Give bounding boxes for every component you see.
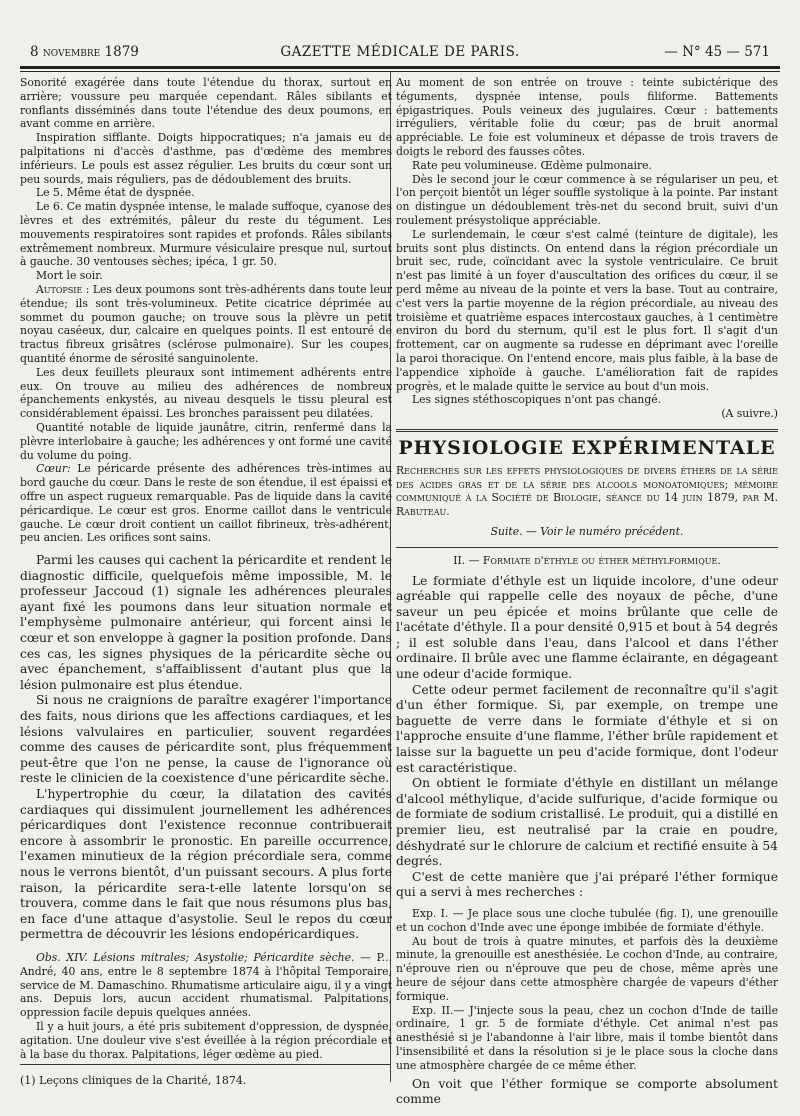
article-heading: Recherches sur les effets physiologiques de divers éthers de la série des acides gras et de la série des alcools monoatomiques; mémoire communiqué à la Société de Biologie, séance du 14 juin 1879, par M. Rabuteau. (396, 463, 778, 519)
page-header (30, 44, 770, 64)
paragraph: Le formiate d'éthyle est un liquide incolore, d'une odeur agréable qui rappelle celle des noyaux de pêche, d'une saveur un peu épicée et moins brûlante que celle de l'acétate d'éthyle. Il a pour densité 0,915 et bout à 54 degrés ; il est soluble dans l'eau, dans l'alcool et dans l'éther ordinaire. Il brûle avec une flamme éclairante, en dégageant une odeur d'acide formique. (396, 573, 778, 682)
paragraph: Le 6. Ce matin dyspnée intense, le malade suffoque, cyanose des lèvres et des extrémités, pâleur du reste du tégument. Les mouvements respiratoires sont rapides et profonds. Râles sibilants extrêmement nombreux. Murmure vésiculaire presque nul, surtout à gauche. 30 ventouses sèches; ipéca, 1 gr. 50. (20, 200, 392, 269)
paragraph: Inspiration sifflante. Doigts hippocratiques; n'a jamais eu de palpitations ni d'accès d'asthme, pas d'œdème des membres inférieurs. Le pouls est assez régulier. Les bruits du cœur sont un peu sourds, mais réguliers, pas de dédoublement des bruits. (20, 131, 392, 186)
paragraph: Autopsie : Les deux poumons sont très-adhérents dans toute leur étendue; ils sont très-volumineux. Petite cicatrice déprimée au sommet du poumon gauche; on trouve sous la plèvre un petit noyau caséeux, dur, calcaire en quelques points. Il est entouré de tractus fibreux grisâtres (sclérose pulmonaire). Sur les coupes, quantité énorme de sérosité sanguinolente. (20, 282, 392, 365)
autopsie-label: Autopsie : (36, 282, 90, 296)
paragraph: On voit que l'éther formique se comporte absolument comme (396, 1076, 778, 1107)
right-column (396, 76, 778, 1108)
divider (396, 547, 778, 548)
paragraph: Au moment de son entrée on trouve : teinte subictérique des téguments, dyspnée intense, pouls filiforme. Battements épigastriques. Pouls veineux des jugulaires. Cœur : battements irréguliers, véritable folie du cœur; pas de bruit anormal appréciable. Le foie est volumineux et dépasse de trois travers de doigts le rebord des fausses côtes. (396, 76, 778, 158)
paragraph: Le 5. Même état de dyspnée. (36, 186, 195, 200)
continued-note: (A suivre.) (721, 407, 778, 421)
left-column (20, 76, 392, 1061)
footnote-rule (20, 1064, 390, 1065)
paragraph: Au bout de trois à quatre minutes, et parfois dès la deuxième minute, la grenouille est anesthésiée. Le cochon d'Inde, au contraire, n'éprouve rien ou n'éprouve que peu de chose, même après une heure de séjour dans cette atmosphère chargée de vapeurs d'éther formique. (396, 934, 778, 1003)
paragraph: Si nous ne craignions de paraître exagérer l'importance des faits, nous dirions que les affections cardiaques, et les lésions valvulaires en particulier, souvent regardées comme des causes de péricardite sont, plus fréquemment peut-être que l'on ne pense, la cause de l'ignorance où reste le clinicien de la coexistence d'une péricardite sèche. (20, 693, 392, 786)
paragraph: Il y a huit jours, a été pris subitement d'oppression, de dyspnée, agitation. Une douleur vive s'est éveillée à la région précordiale et à la base du thorax. Palpitations, léger œdème au pied. (20, 1019, 392, 1061)
paragraph: Les signes stéthoscopiques n'ont pas changé. (412, 393, 662, 407)
paragraph: C'est de cette manière que j'ai préparé l'éther formique qui a servi à mes recherches : (396, 869, 778, 900)
paragraph: Exp. II.— J'injecte sous la peau, chez un cochon d'Inde de taille ordinaire, 1 gr. 5 de formiate d'éthyle. Cet animal n'est pas anesthésié si je l'abandonne à l'air libre, mais il tombe bientôt dans l'insensibilité et dans la résolution si je le place sous la cloche dans une atmosphère chargée de ce même éther. (396, 1003, 778, 1072)
paragraph: Mort le soir. (36, 269, 103, 283)
paragraph: Quantité notable de liquide jaunâtre, citrin, renfermé dans la plèvre interlobaire à gauche; les adhérences y ont formé une cavité du volume du poing. (20, 420, 392, 462)
subsection-title: II. — Formiate d'éthyle ou éther méthylformique. (453, 553, 721, 567)
coeur-label: Cœur: (36, 462, 71, 476)
paragraph: Les deux feuillets pleuraux sont intimement adhérents entre eux. On trouve au milieu des adhérences de nombreux épanchements enkystés, au niveau desquels le tissu pleural est considérablement épaissi. Les bronches paraissent peu dilatées. (20, 365, 392, 421)
header-date: 8 novembre 1879 (30, 44, 139, 60)
header-rule-thin (20, 71, 780, 72)
header-rule (20, 66, 780, 69)
continuation-note: Suite. — Voir le numéro précédent. (490, 524, 684, 538)
section-title: PHYSIOLOGIE EXPÉRIMENTALE (398, 436, 776, 459)
paragraph: Sonorité exagérée dans toute l'étendue du thorax, surtout en arrière; voussure peu marquée cependant. Râles sibilants et ronflants disséminés dans toute l'étendue des deux poumons, en avant comme en arrière. (20, 76, 392, 131)
paragraph: Rate peu volumineuse. Œdème pulmonaire. (412, 158, 652, 172)
journal-title: GAZETTE MÉDICALE DE PARIS. (280, 44, 520, 60)
paragraph: Cœur: Le péricarde présente des adhérences très-intimes au bord gauche du cœur. Dans le reste de son étendue, il est épaissi et offre un aspect rugueux remarquable. Pas de liquide dans la cavité péricardique. Le cœur est gros. Enorme caillot dans le ventricule gauche. Le cœur droit contient un caillot fibrineux, très-adhérent, peu ancien. Les orifices sont sains. (20, 462, 392, 545)
issue-number: — N° 45 — 571 (664, 44, 770, 60)
paragraph: Parmi les causes qui cachent la péricardite et rendent le diagnostic difficile, quelquefois même impossible, M. le professeur Jaccoud (1) signale les adhérences pleurales ayant fixé les poumons dans leur situation normale et l'emphysème pulmonaire antérieur, qui forcent ainsi le cœur et son enveloppe à gagner la position profonde. Dans ces cas, les signes physiques de la péricardite sèche ou avec épanchement, s'affaiblissent d'autant plus que la lésion pulmonaire est plus étendue. (20, 553, 392, 692)
paragraph: L'hypertrophie du cœur, la dilatation des cavités cardiaques qui dissimulent journellement les adhérences péricardiques dont l'existence reconnue contribuerait encore à assombrir le pronostic. En pareille occurrence, l'examen minutieux de la région précordiale sera, comme nous le verrons bientôt, d'un puissant secours. A plus forte raison, la péricardite sera-t-elle latente lorsqu'on se trouvera, comme dans le fait que nous résumons plus bas, en face d'une attaque d'asystolie. Seul le repos du cœur permettra de découvrir les lésions endopéricardiques. (20, 787, 392, 942)
section-rule (396, 429, 778, 432)
paragraph: Obs. XIV. Lésions mitrales; Asystolie; Péricardite sèche. — P... André, 40 ans, entre le 8 septembre 1874 à l'hôpital Temporaire, service de M. Damaschino. Rhumatisme articulaire aigu, il y a vingt ans. Depuis lors, aucun accident rhumatismal. Palpitations, oppression facile depuis quelques années. (20, 950, 392, 1020)
paragraph: Exp. I. — Je place sous une cloche tubulée (fig. I), une grenouille et un cochon d'Inde avec une éponge imbibée de formiate d'éthyle. (396, 906, 778, 934)
paragraph: On obtient le formiate d'éthyle en distillant un mélange d'alcool méthylique, d'acide sulfurique, d'acide formique ou de formiate de sodium cristallisé. Le produit, qui a distillé en premier lieu, est neutralisé par la craie en poudre, déshydraté sur le chlorure de calcium et rectifié ensuite à 54 degrés. (396, 776, 779, 869)
paragraph: Dès le second jour le cœur commence à se régulariser un peu, et l'on perçoit bientôt un léger souffle systolique à la pointe. Par instant on distingue un dédoublement très-net du second bruit, suivi d'un roulement présystolique appréciable. (396, 172, 778, 227)
paragraph: Le surlendemain, le cœur s'est calmé (teinture de digitale), les bruits sont plus distincts. On entend dans la région précordiale un bruit sec, rude, coïncidant avec la systole ventriculaire. Ce bruit n'est pas limité à un foyer d'auscultation des orifices du cœur, il se perd même au niveau de la pointe et vers la base. Tout au contraire, c'est vers la partie moyenne de la région précordiale, au niveau des troisième et quatrième espaces intercostaux gauches, à 1 centimètre environ du bord du sternum, qu'il est le plus fort. Il s'agit d'un frottement, car on augmente sa rudesse en déprimant avec l'oreille la paroi thoracique. On l'entend encore, mais plus faible, à la base de l'appendice xiphoïde à gauche. L'amélioration fait de rapides progrès, et le malade quitte le service au bout d'un mois. (396, 227, 778, 393)
footnote: (1) Leçons cliniques de la Charité, 1874. (20, 1074, 247, 1087)
observation-title: Obs. XIV. Lésions mitrales; Asystolie; Péricardite sèche. (36, 950, 355, 964)
paragraph: Cette odeur permet facilement de reconnaître qu'il s'agit d'un éther formique. Si, par exemple, on trempe une baguette de verre dans le formiate d'éthyle et si on l'approche ensuite d'une flamme, l'éther brûle rapidement et laisse sur la baguette un peu d'acide formique, dont l'odeur est caractéristique. (396, 682, 778, 775)
